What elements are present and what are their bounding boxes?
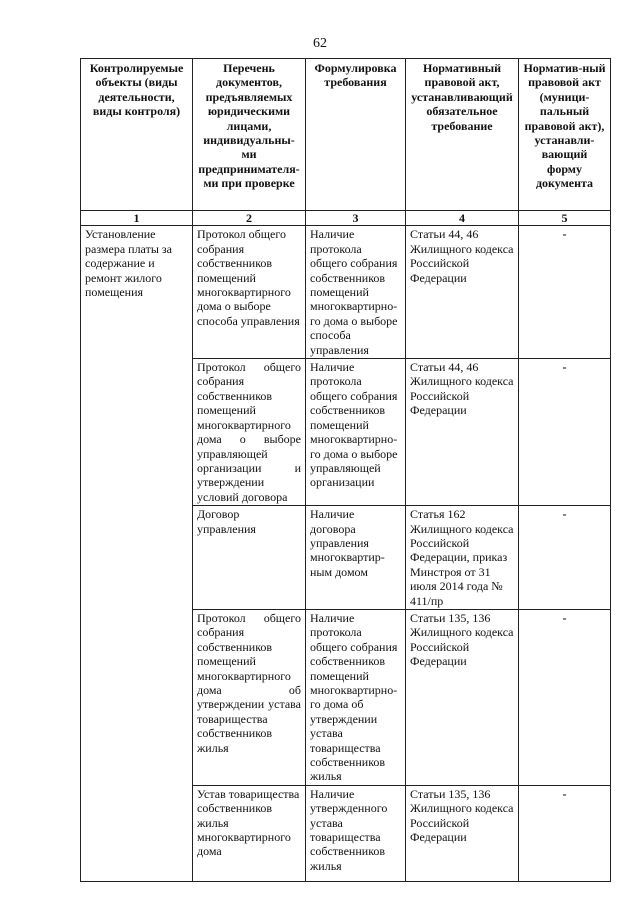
requirement-cell: Наличие договора управления многоквартир-ным домом xyxy=(306,506,406,610)
requirement-cell: Наличие протокола общего собрания собственников помещений многоквартирно-го дома об утверждении устава товарищества собственников жилья xyxy=(306,609,406,785)
document-cell: Устав товарищества собственников жилья многоквартирного дома xyxy=(193,785,306,881)
normative-act-cell: Статьи 135, 136 Жилищного кодекса Российской Федерации xyxy=(406,785,519,881)
controlled-object-cell: Установление размера платы за содержание и ремонт жилого помещения xyxy=(81,226,193,881)
header-form-act: Норматив-ный правовой акт (муници-пальный правовой акт), устанавли-вающий форму документа xyxy=(519,59,611,211)
header-controlled-objects: Контролируемые объекты (виды деятельности, виды контроля) xyxy=(81,59,193,211)
form-act-cell: - xyxy=(519,506,611,610)
form-act-cell: - xyxy=(519,785,611,881)
column-number: 1 xyxy=(81,211,193,226)
normative-act-cell: Статьи 44, 46 Жилищного кодекса Российской Федерации xyxy=(406,359,519,506)
column-number: 3 xyxy=(306,211,406,226)
requirement-cell: Наличие протокола общего собрания собственников помещений многоквартирно-го дома о выборе способа управления xyxy=(306,226,406,359)
header-row xyxy=(81,59,611,211)
page-number: 62 xyxy=(313,36,327,51)
document-cell: Договор управления xyxy=(193,506,306,610)
requirement-cell: Наличие протокола общего собрания собственников помещений многоквартирно-го дома о выборе управляющей организации xyxy=(306,359,406,506)
form-act-cell: - xyxy=(519,609,611,785)
column-number-row xyxy=(81,211,611,226)
document-cell: Протокол общего собрания собственников помещений многоквартирного дома о выборе способа управления xyxy=(193,226,306,359)
normative-act-cell: Статьи 135, 136 Жилищного кодекса Российской Федерации xyxy=(406,609,519,785)
header-requirement-wording: Формулировка требования xyxy=(306,59,406,211)
table-row xyxy=(81,226,611,359)
column-number: 5 xyxy=(519,211,611,226)
form-act-cell: - xyxy=(519,359,611,506)
header-normative-act: Нормативный правовой акт, устанавливающий обязательное требование xyxy=(406,59,519,211)
regulations-table xyxy=(80,58,611,882)
header-documents-list: Перечень документов, предъявляемых юридическими лицами, индивидуальны-ми предпринимателя-ми при проверке xyxy=(193,59,306,211)
document-cell: Протокол общего собрания собственников помещений многоквартирного дома о выборе управляющей организации и утверждении условий договора xyxy=(193,359,306,506)
form-act-cell: - xyxy=(519,226,611,359)
document-cell: Протокол общего собрания собственников помещений многоквартирного дома об утверждении устава товарищества собственников жилья xyxy=(193,609,306,785)
column-number: 2 xyxy=(193,211,306,226)
normative-act-cell: Статьи 44, 46 Жилищного кодекса Российской Федерации xyxy=(406,226,519,359)
column-number: 4 xyxy=(406,211,519,226)
normative-act-cell: Статья 162 Жилищного кодекса Российской Федерации, приказ Минстроя от 31 июля 2014 года № 411/пр xyxy=(406,506,519,610)
requirement-cell: Наличие утвержденного устава товарищества собственников жилья xyxy=(306,785,406,881)
